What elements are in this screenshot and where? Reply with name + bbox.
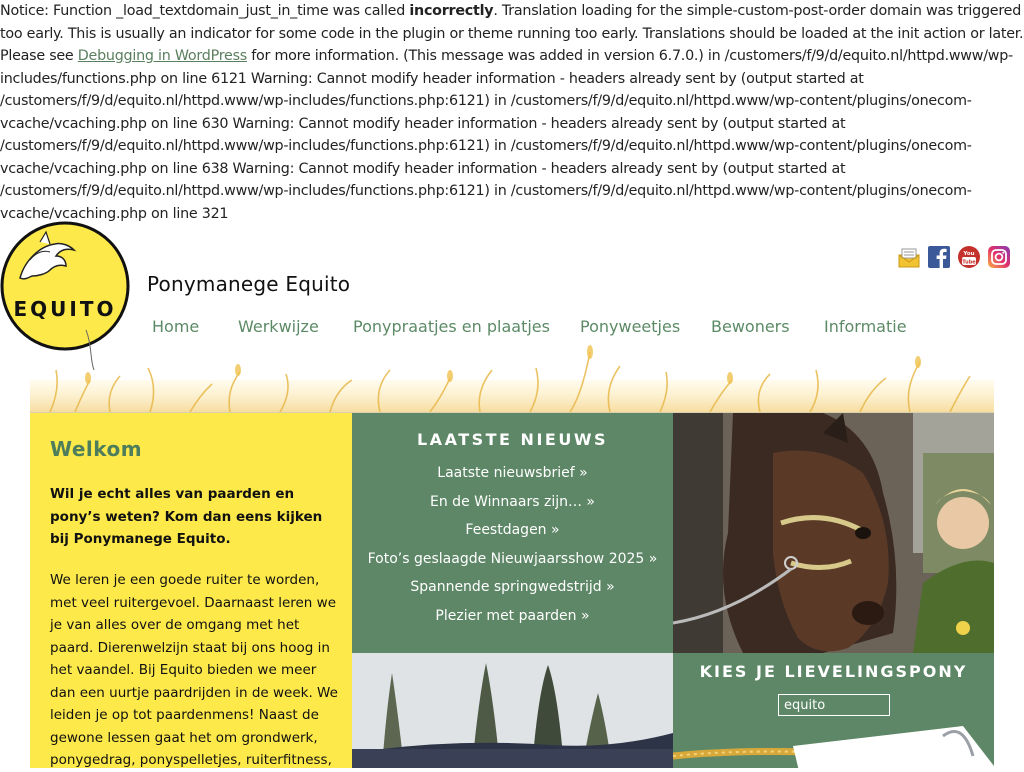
news-link[interactable]: Spannende springwedstrijd » bbox=[410, 579, 615, 595]
nav-item-bewoners[interactable]: Bewoners bbox=[711, 317, 790, 336]
news-link[interactable]: Feestdagen » bbox=[465, 522, 560, 538]
favorite-pony-section bbox=[673, 653, 994, 768]
news-link[interactable]: En de Winnaars zijn… » bbox=[430, 493, 595, 510]
notice-text-1: Notice: Function _load_textdomain_just_in_time was called bbox=[0, 3, 410, 19]
svg-text:You: You bbox=[963, 251, 975, 257]
news-item bbox=[352, 579, 673, 608]
news-item bbox=[352, 608, 673, 637]
php-notice bbox=[0, 0, 1024, 225]
rope-decoration bbox=[673, 726, 994, 768]
notice-text-2: . Translation loading for the simple-custom-post-order domain was triggered too early. This is usually an indicator for some code in the plugin or theme running too early. Translations should be loaded at the init action or later. Please see bbox=[0, 3, 1024, 64]
nav-item-home[interactable]: Home bbox=[152, 317, 200, 336]
news-item bbox=[352, 522, 673, 551]
field-photo bbox=[352, 653, 673, 768]
nav-item-informatie[interactable]: Informatie bbox=[824, 317, 907, 336]
grass-decoration bbox=[30, 340, 994, 414]
news-link[interactable]: Laatste nieuwsbrief » bbox=[437, 465, 588, 481]
news-list bbox=[352, 465, 673, 636]
news-link[interactable]: Plezier met paarden » bbox=[435, 607, 590, 624]
facebook-icon[interactable] bbox=[928, 246, 950, 268]
site-title[interactable]: Ponymanege Equito bbox=[147, 272, 351, 296]
nav-item-werkwijze[interactable]: Werkwijze bbox=[238, 317, 319, 336]
news-item bbox=[352, 551, 673, 580]
svg-text:Tube: Tube bbox=[962, 259, 976, 266]
favorite-pony-title: KIES JE LIEVELINGSPONY bbox=[699, 662, 968, 681]
notice-bold: incorrectly bbox=[409, 3, 494, 19]
latest-news-section bbox=[352, 413, 673, 653]
welcome-intro: Wil je echt alles van paarden en pony’s weten? Kom dan eens kijken bij Ponymanege Equito. bbox=[50, 486, 323, 547]
nav-item-ponyweetjes[interactable]: Ponyweetjes bbox=[580, 317, 681, 336]
latest-news-title: LAATSTE NIEUWS bbox=[416, 430, 608, 449]
news-item bbox=[352, 494, 673, 523]
welcome-section bbox=[30, 413, 352, 768]
nav-item-ponypraatjes[interactable]: Ponypraatjes en plaatjes bbox=[353, 317, 550, 336]
pony-photo bbox=[673, 413, 994, 653]
news-link[interactable]: Foto’s geslaagde Nieuwjaarsshow 2025 » bbox=[367, 550, 658, 567]
favorite-pony-select[interactable] bbox=[778, 694, 890, 716]
welcome-title: Welkom bbox=[50, 437, 143, 461]
youtube-icon[interactable] bbox=[958, 246, 980, 268]
debugging-link[interactable]: Debugging in WordPress bbox=[77, 48, 247, 64]
welcome-body: We leren je een goede ruiter te worden, met veel ruitergevoel. Daarnaast leren we je van alles over de omgang met het paard. Dierenwelzijn staat bij ons hoog in het vaandel. Bij Equito bieden we meer dan een uurtje paardrijden in de week. We leiden je op tot paardenmens! Naast de gewone lessen gaat het om grondwerk, ponygedrag, ponyspelletjes, ruiterfitness, bbox=[50, 572, 338, 768]
notice-text-3: for more information. (This message was added in version 6.7.0.) in /customers/f/9/d/equito.nl/httpd.www/wp-includes/functions.php on line 6121 Warning: Cannot modify header information - headers already sent by (output started at /customers/f/9/d/equito.nl/httpd.www/wp-includes/functions.php:6121) in /customers/f/9/d/equito.nl/httpd.www/wp-content/plugins/onecom-vcache/vcaching.php on line 630 Warning: Cannot modify header information - headers already sent by (output started at /customers/f/9/d/equito.nl/httpd.www/wp-includes/functions.php:6121) in /customers/f/9/d/equito.nl/httpd.www/wp-content/plugins/onecom-vcache/vcaching.php on line 638 Warning: Cannot modify header information - headers already sent by (output started at /customers/f/9/d/equito.nl/httpd.www/wp-includes/functions.php:6121) in /customers/f/9/d/equito.nl/httpd.www/wp-content/plugins/onecom-vcache/vcaching.php on line 321 bbox=[0, 48, 1013, 222]
instagram-icon[interactable] bbox=[988, 246, 1010, 268]
news-item bbox=[352, 465, 673, 494]
logo-text: EQUITO bbox=[13, 297, 117, 321]
mail-icon[interactable] bbox=[898, 246, 920, 268]
